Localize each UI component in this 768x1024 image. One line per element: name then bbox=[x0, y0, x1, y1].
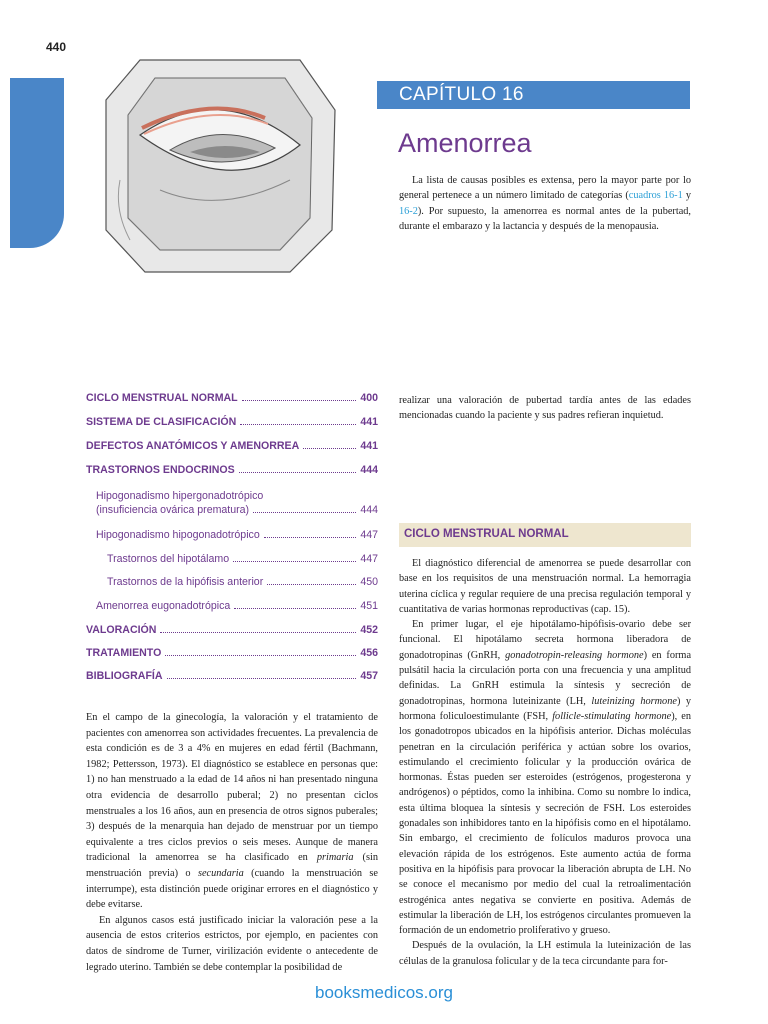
section-paragraph-2: En primer lugar, el eje hipotálamo-hipófisis-ovario debe ser funcional. El hipotálamo secreta hormona liberadora de gonadotropinas (GnRH, gonadotropin-releasing hormone) en forma pulsátil hacia la circulación porta con una frecuencia y una amplitud definidas. La GnRH estimula la síntesis y secreción de gonadotropinas, hormona luteinizante (LH, luteinizing hormone) y hormona foliculoestimulante (FSH, follicle-stimulating hormone), en los gonadotropos ubicados en la hipófisis anterior. Dichas moléculas penetran en la circulación periférica y actúan sobre los ovarios, estimulando el crecimiento folicular y la producción ovárica de hormonas. Éstas pueden ser esteroides (estrógenos, progesterona y andrógenos) o péptidos, como la inhibina. Como su nombre lo indica, esta última bloquea la síntesis y secreción de FSH. Los esteroides gonadales son inhibidores tanto en la hipófisis como en el hipotálamo. Sin embargo, el crecimiento de folículos maduros provoca una elevación rápida de los estrógenos. Este aumento actúa de forma positiva en la hipófisis para provocar la liberación abrupta de LH. No se conoce el mecanismo por medio del cual la retroalimentación estrogénica antes negativa se convierte en positiva. Además de estimular la liberación de LH, los estrógenos circulantes promueven la formación de un endometrio proliferativo y grueso. bbox=[399, 619, 692, 937]
toc-title: (insuficiencia ovárica prematura) bbox=[96, 504, 250, 516]
surgical-illustration bbox=[100, 40, 340, 278]
table-reference-link-2[interactable]: 16-2 bbox=[399, 205, 418, 217]
toc-title: Trastornos del hipotálamo bbox=[107, 553, 230, 565]
toc-title: BIBLIOGRAFÍA bbox=[86, 670, 163, 682]
toc-item-eugonadotropica[interactable] bbox=[96, 600, 378, 612]
toc-page: 444 bbox=[360, 464, 378, 476]
intro-text-end: ). Por supuesto, la amenorrea es normal antes de la pubertad, durante el embarazo y la lactancia y después de la menopausia. bbox=[399, 205, 691, 232]
toc-page: 447 bbox=[360, 529, 378, 541]
toc-title: CICLO MENSTRUAL NORMAL bbox=[86, 392, 238, 404]
toc-item-trastornos-endocrinos[interactable] bbox=[86, 464, 378, 476]
toc-item-hipofisis[interactable] bbox=[107, 576, 378, 588]
toc-title-line1: Hipogonadismo hipergonadotrópico bbox=[96, 490, 264, 502]
toc-title: VALORACIÓN bbox=[86, 624, 157, 636]
footer-website-link[interactable]: booksmedicos.org bbox=[315, 983, 453, 1002]
toc-item-defectos[interactable] bbox=[86, 440, 378, 452]
right-column-continuation bbox=[399, 393, 691, 424]
toc-title: Trastornos de la hipófisis anterior bbox=[107, 576, 264, 588]
toc-title: SISTEMA DE CLASIFICACIÓN bbox=[86, 416, 237, 428]
section-paragraph-1: El diagnóstico diferencial de amenorrea se puede desarrollar con base en los requisitos de una menstruación normal. La hemorragia uterina cíclica y regular requiere de una precisa regulación temporal y cuantitativa de varias hormonas reproductivas (cap. 15). bbox=[399, 558, 691, 615]
toc-item-hipotalamo[interactable] bbox=[107, 553, 378, 565]
section-body bbox=[399, 556, 691, 969]
toc-title: Amenorrea eugonadotrópica bbox=[96, 600, 231, 612]
toc-item-hipogonadotropico[interactable] bbox=[96, 529, 378, 541]
toc-page: 447 bbox=[360, 553, 378, 565]
chapter-header-bar bbox=[377, 81, 690, 109]
toc-item-ciclo-menstrual[interactable] bbox=[86, 392, 378, 404]
right-paragraph-continuation: realizar una valoración de pubertad tardía antes de las edades mencionadas cuando la paciente y sus padres refieran inquietud. bbox=[399, 395, 691, 422]
chapter-tab-decoration bbox=[10, 78, 64, 248]
chapter-title: Amenorrea bbox=[398, 128, 532, 158]
toc-page: 400 bbox=[360, 392, 378, 404]
toc-item-valoracion[interactable] bbox=[86, 624, 378, 636]
intro-text: La lista de causas posibles es extensa, pero la mayor parte por lo general pertenece a un número limitado de categorías ( bbox=[399, 175, 691, 202]
toc-page: 441 bbox=[360, 440, 378, 452]
toc-page: 452 bbox=[360, 624, 378, 636]
table-reference-link-1[interactable]: cuadros 16-1 bbox=[628, 190, 683, 202]
left-paragraph-1: En el campo de la ginecología, la valoración y el tratamiento de pacientes con amenorrea son actividades frecuentes. La prevalencia de esta condición es de 3 a 4% en mujeres en edad fértil (Bachmann, 1982; Pettersson, 1973). El diagnóstico se establece en personas que: 1) no han menstruado a la edad de 14 años ni han presentado ninguna otra evidencia de desarrollo puberal; 2) no presentan ciclos menstruales a los 16 años, aun en presencia de otros signos puberales; 3) después de la menarquia han dejado de menstruar por un tiempo equivalente a tres ciclos previos o seis meses. Aunque de manera tradicional la amenorrea se ha clasificado en primaria (sin menstruación previa) o secundaria (cuando la menstruación se interrumpe), esta distinción puede originar errores en el diagnóstico y debe evitarse. bbox=[86, 712, 378, 911]
toc-title: TRATAMIENTO bbox=[86, 647, 162, 659]
toc-page: 451 bbox=[360, 600, 378, 612]
section-title: CICLO MENSTRUAL NORMAL bbox=[404, 528, 569, 540]
toc-page: 450 bbox=[360, 576, 378, 588]
left-paragraph-2: En algunos casos está justificado iniciar la valoración pese a la ausencia de estos criterios estrictos, por ejemplo, en pacientes con datos de síndrome de Turner, virilización evidente o antecedente de legrado uterino. También se debe contemplar la posibilidad de bbox=[86, 914, 378, 973]
toc-page: 456 bbox=[360, 647, 378, 659]
toc-title: TRASTORNOS ENDOCRINOS bbox=[86, 464, 235, 476]
chapter-label: CAPÍTULO 16 bbox=[399, 84, 524, 105]
toc-item-bibliografia[interactable] bbox=[86, 670, 378, 682]
section-paragraph-3: Después de la ovulación, la LH estimula la luteinización de las células de la granulosa folicular y de la teca circundante para for- bbox=[399, 940, 691, 967]
page-number: 440 bbox=[46, 40, 67, 54]
section-header-bar bbox=[399, 523, 691, 547]
toc-title: Hipogonadismo hipogonadotrópico bbox=[96, 529, 260, 541]
toc-item-hipergonadotropico[interactable] bbox=[96, 504, 378, 516]
intro-paragraph bbox=[399, 173, 691, 234]
toc-item-tratamiento[interactable] bbox=[86, 647, 378, 659]
toc-title: DEFECTOS ANATÓMICOS Y AMENORREA bbox=[86, 440, 300, 452]
left-column-body bbox=[86, 710, 378, 975]
toc-page: 444 bbox=[360, 504, 378, 516]
toc-item-clasificacion[interactable] bbox=[86, 416, 378, 428]
toc-page: 441 bbox=[360, 416, 378, 428]
toc-page: 457 bbox=[360, 670, 378, 682]
intro-text-mid: y bbox=[682, 190, 691, 202]
